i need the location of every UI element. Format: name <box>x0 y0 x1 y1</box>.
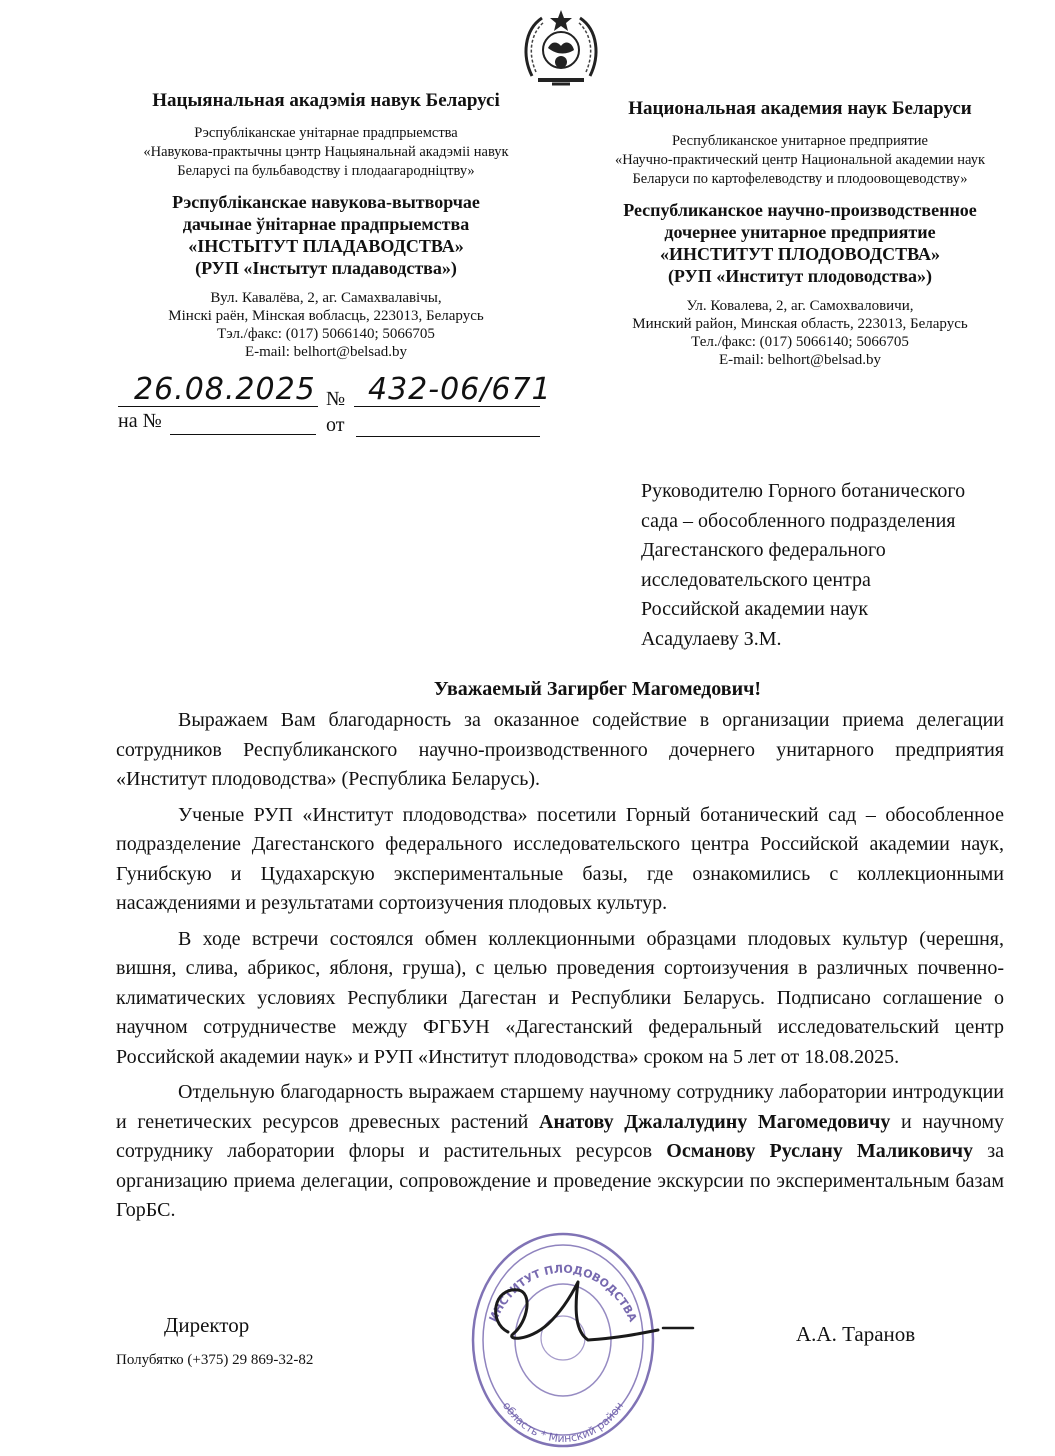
paragraph-4-text: и научному сотруднику лаборатории флоры и растительных ресурсов <box>116 1110 1004 1162</box>
number-underline <box>354 406 540 407</box>
header-left <box>100 90 552 361</box>
letter-body <box>116 706 1004 1226</box>
org-name-line: (РУП «Інстытут пладаводства») <box>195 258 457 278</box>
from-label: от <box>326 414 345 436</box>
address-line: Вул. Кавалёва, 2, аг. Самахвалавічы, <box>210 290 442 306</box>
registration-date: 26.08.2025 <box>134 372 316 407</box>
registration-number: 432-06/671 <box>368 372 552 407</box>
academy-title-by: Нацыянальная акадэмія навук Беларусі <box>152 90 500 111</box>
signature-name: А.А. Таранов <box>796 1322 916 1346</box>
svg-text:область * Минский район <box>500 1400 626 1445</box>
salutation: Уважаемый Загирбег Магомедович! <box>433 678 762 700</box>
paragraph-2: Ученые РУП «Институт плодоводства» посетили Горный ботанический сад – обособленное подразделение Дагестанского федерального исследовательского центра Российской академии наук, Гунибскую и Цудахарскую экспериментальные базы, где ознакомились с коллекционными насаждениями и результатами сортоизучения плодовых культур. <box>116 803 1004 914</box>
handwritten-signature <box>478 1262 708 1372</box>
person-name-anatov: Анатову Джалалудину Магомедовичу <box>539 1110 891 1133</box>
header-right <box>580 98 1020 369</box>
person-name-osmanov: Османову Руслану Маликовичу <box>666 1140 974 1162</box>
date-underline <box>118 406 318 407</box>
org-name-line: Республиканское научно-производственное <box>623 200 977 220</box>
org-name-line: (РУП «Институт плодоводства») <box>667 266 933 286</box>
parent-org-line: Беларуси по картофелеводству и плодоовощеводству» <box>632 171 968 187</box>
address-line: Ул. Ковалева, 2, аг. Самохваловичи, <box>686 298 914 314</box>
number-label: № <box>326 388 346 410</box>
parent-org-line: Рэспубліканскае унітарнае прадпрыемства <box>194 125 458 141</box>
stamp-text-top: ИНСТИТУТ ПЛОДОВОДСТВА <box>486 1262 640 1324</box>
addressee-line: Российской академии наук <box>641 598 869 620</box>
paragraph-4 <box>116 1078 1004 1226</box>
parent-org-line: Республиканское унитарное предприятие <box>671 133 928 149</box>
email-line: E-mail: belhort@belsad.by <box>244 344 408 360</box>
addressee-line: сада – обособленного подразделения <box>641 509 956 532</box>
paragraph-4-text: за организацию приема делегации, сопровождение и проведение экскурсии по экспериментальным базам ГорБС. <box>116 1140 1005 1221</box>
address-line: Тел./факс: (017) 5066140; 5066705 <box>691 334 909 350</box>
org-name-line: дачынае ўнітарнае прадпрыемства <box>182 214 470 234</box>
org-name-line: Рэспубліканскае навукова-вытворчае <box>172 192 480 212</box>
email-line: E-mail: belhort@belsad.by <box>718 352 882 368</box>
ref-label: на № <box>118 410 162 432</box>
addressee-line: исследовательского центра <box>641 568 871 591</box>
org-name-line: дочернее унитарное предприятие <box>664 222 936 242</box>
addressee-line: Асадулаеву З.М. <box>641 627 782 650</box>
state-emblem <box>518 6 604 92</box>
paragraph-4-text: Отдельную благодарность выражаем старшему научному сотруднику лаборатории интродукции и генетических ресурсов древесных растений <box>116 1081 1004 1133</box>
parent-org-line: «Научно-практический центр Национальной академии наук <box>614 152 986 168</box>
ref-underline <box>170 434 316 435</box>
parent-org-line: Беларусі па бульбаводству і плодаагародніцтву» <box>177 163 475 179</box>
address-line: Мінскі раён, Мінская вобласць, 223013, Беларусь <box>168 308 484 324</box>
address-line: Минский район, Минская область, 223013, Беларусь <box>632 316 968 332</box>
parent-org-line: «Навукова-практычны цэнтр Нацыянальнай акадэміі навук <box>143 144 509 160</box>
contact-footer: Полубятко (+375) 29 869-32-82 <box>116 1352 314 1368</box>
academy-title-ru: Национальная академия наук Беларуси <box>628 98 972 119</box>
paragraph-1: Выражаем Вам благодарность за оказанное содействие в организации приема делегации сотрудников Республиканского научно-производственного дочернего унитарного предприятия «Институт плодоводства» (Республика Беларусь). <box>116 709 1004 790</box>
address-line: Тэл./факс: (017) 5066140; 5066705 <box>217 326 435 342</box>
org-name-line: «ІНСТЫТУТ ПЛАДАВОДСТВА» <box>188 236 464 256</box>
addressee-line: Руководителю Горного ботанического <box>641 480 966 502</box>
addressee <box>641 477 1021 654</box>
stamp-text-bottom: область * Минский район <box>499 1399 627 1446</box>
signature-position: Директор <box>164 1313 250 1337</box>
org-name-line: «ИНСТИТУТ ПЛОДОВОДСТВА» <box>659 244 940 264</box>
from-underline <box>356 436 540 437</box>
addressee-line: Дагестанского федерального <box>641 539 886 561</box>
paragraph-3: В ходе встречи состоялся обмен коллекционными образцами плодовых культур (черешня, вишня, слива, абрикос, яблоня, груша), с целью проведения сортоизучения в различных почвенно-климатических условиях Республики Дагестан и Республики Беларусь. Подписано соглашение о научном сотрудничестве между ФГБУН «Дагестанский федеральный исследовательский центр Российской академии наук» и РУП «Институт плодоводства» сроком на 5 лет от 18.08.2025. <box>116 927 1004 1068</box>
